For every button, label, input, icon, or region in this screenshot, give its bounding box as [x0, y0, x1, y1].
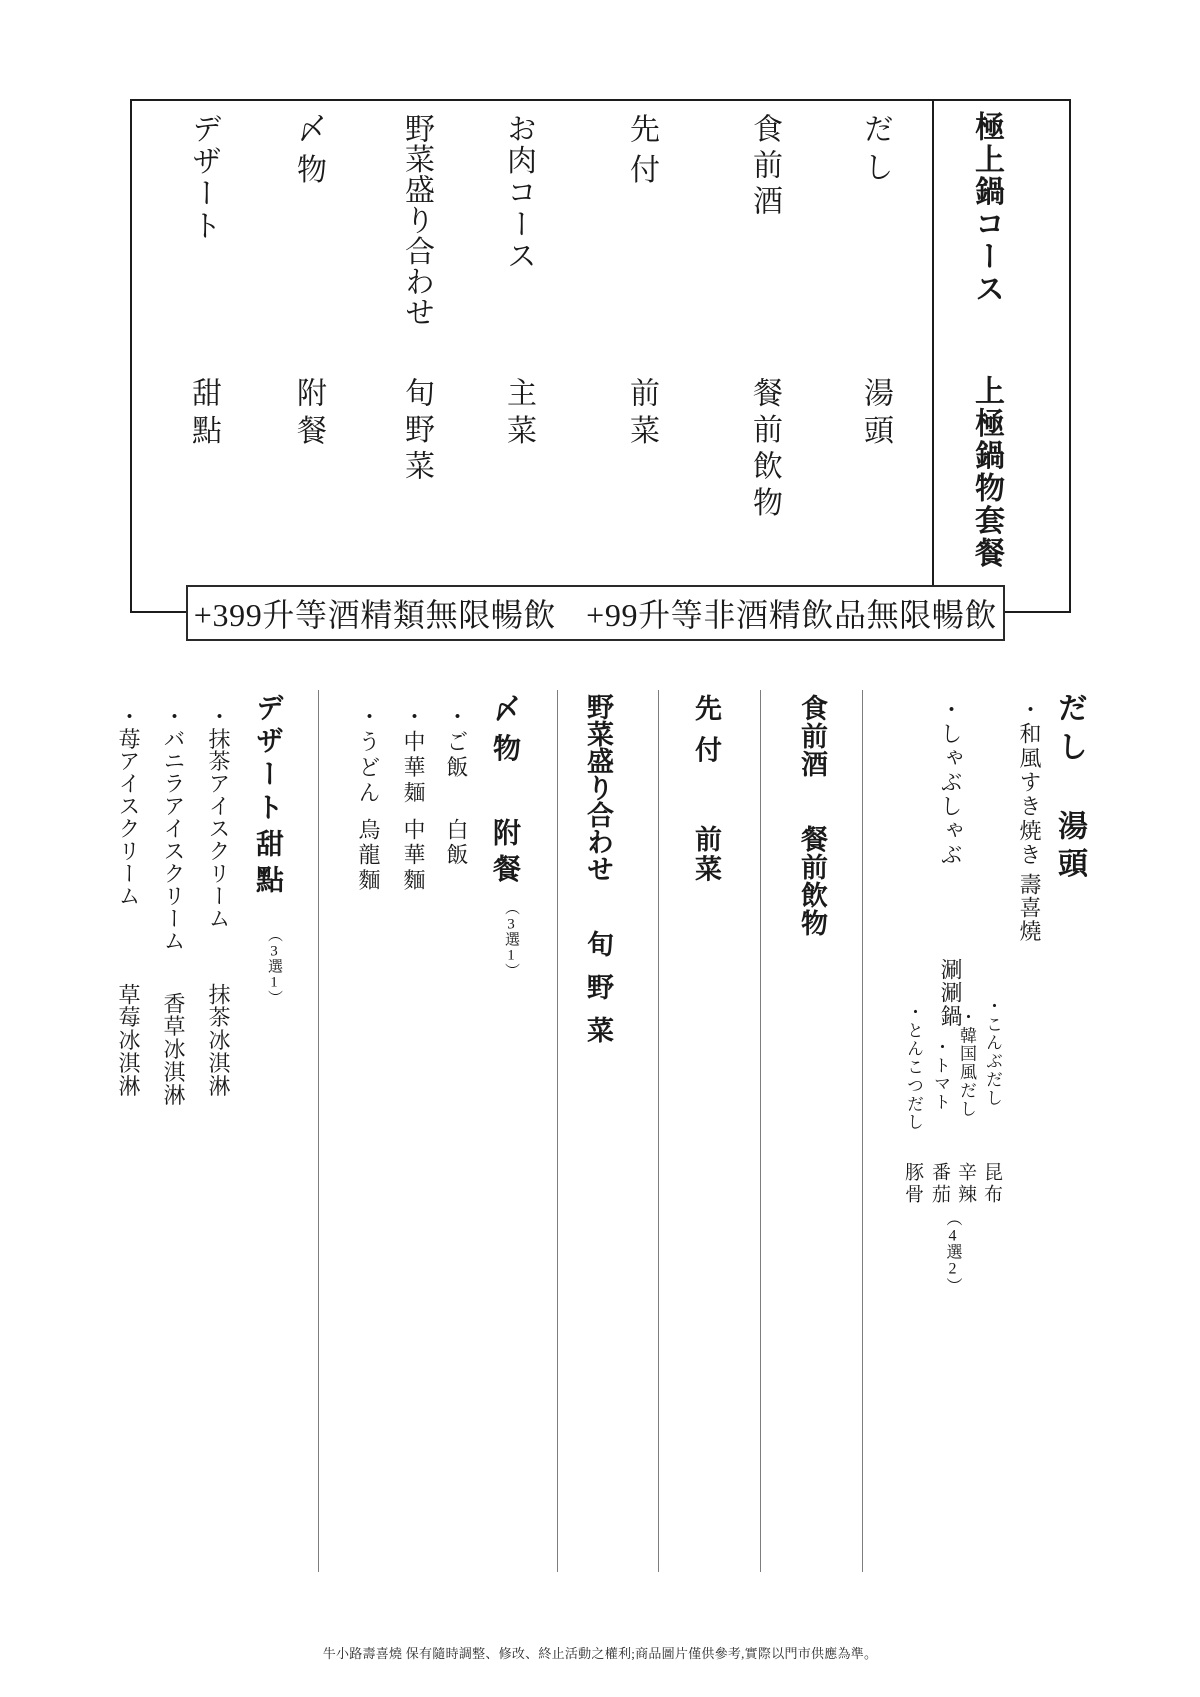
step-label-cn: 甜點: [187, 377, 220, 452]
section-header-cn: 附餐: [489, 818, 520, 890]
item-chuka-men: [400, 705, 426, 894]
step-label-jp: 先付: [625, 113, 658, 194]
footer-disclaimer: 牛小路壽喜燒 保有隨時調整、修改、終止活動之權利;商品圖片僅供參考,實際以門市供應為準。: [322, 1646, 878, 1661]
title-divider-line: [932, 101, 934, 611]
broth-option-korean: [955, 1008, 976, 1206]
course-title-jp: 極上鍋コース: [970, 111, 1003, 306]
section-header-cn: 湯頭: [1053, 810, 1086, 885]
course-overview-box: [130, 99, 1071, 613]
banner-softdrink-option: +99升等非酒精飲品無限暢飲: [586, 597, 998, 633]
item-label-jp: ・ご飯: [444, 705, 469, 781]
step-label-jp: デザート: [187, 113, 220, 243]
option-label-jp: ・韓国風だし: [957, 1008, 976, 1119]
item-label-cn: 壽喜燒: [1017, 873, 1042, 943]
section-divider-line: [862, 690, 863, 1572]
item-shabu-shabu: [937, 698, 963, 1028]
course-step-aperitif: [747, 113, 781, 524]
option-label-cn: 辛辣: [955, 1162, 976, 1206]
section-divider-line: [318, 690, 319, 1572]
option-label-cn: 豚骨: [902, 1162, 923, 1206]
item-label-cn: 抹茶冰淇淋: [206, 983, 231, 1098]
course-step-dessert: [186, 113, 220, 452]
section-divider-line: [658, 690, 659, 1572]
section-appetizer-header: [690, 694, 721, 885]
section-header-jp: 先付: [691, 694, 721, 778]
item-vanilla-ice-cream: [160, 705, 186, 1107]
section-header-cn: 前菜: [691, 825, 721, 885]
option-label-jp: ・こんぶだし: [983, 997, 1002, 1108]
item-wafu-sukiyaki: [1016, 698, 1042, 943]
course-title-cn: 上極鍋物套餐: [970, 375, 1003, 570]
course-step-dashi: [858, 113, 892, 452]
banner-alcohol-option: +399升等酒精類無限暢飲: [193, 597, 557, 633]
course-step-appetizer: [624, 113, 658, 452]
section-aperitif-header: [796, 694, 827, 938]
item-label-cn: 香草冰淇淋: [161, 992, 186, 1107]
item-label-cn: 草莓冰淇淋: [116, 983, 141, 1098]
step-label-jp: 食前酒: [748, 113, 781, 221]
item-label-jp: ・しゃぶしゃぶ: [938, 698, 963, 868]
section-header-cn: 餐前飲物: [797, 825, 827, 938]
course-step-meat: [501, 113, 535, 452]
step-label-jp: 〆物: [292, 113, 325, 194]
item-label-cn: 烏龍麵: [356, 818, 381, 894]
section-header-jp: だし: [1053, 692, 1086, 770]
section-divider-line: [557, 690, 558, 1572]
section-header-cn: 旬野菜: [583, 930, 613, 1060]
section-dessert-header: [251, 693, 283, 1007]
step-label-cn: 餐前飲物: [748, 377, 781, 524]
item-strawberry-ice-cream: [115, 705, 141, 1098]
step-label-jp: だし: [859, 113, 892, 190]
item-label-cn: 中華麵: [401, 818, 426, 894]
item-matcha-ice-cream: [205, 705, 231, 1098]
option-label-jp: ・トマト: [931, 1038, 950, 1112]
section-divider-line: [760, 690, 761, 1572]
option-label-cn: 番茄: [929, 1162, 950, 1206]
course-step-shime: [291, 113, 325, 452]
section-vegetables-header: [582, 693, 613, 1060]
item-label-cn: 涮涮鍋: [938, 958, 963, 1028]
drink-upgrade-banner: [186, 585, 1005, 641]
item-label-jp: ・バニラアイスクリーム: [161, 705, 186, 952]
item-label-jp: ・中華麺: [401, 705, 426, 807]
item-label-jp: ・抹茶アイスクリーム: [206, 705, 231, 930]
note-4-choose-2: （4選2）: [944, 1210, 961, 1295]
section-dashi-header: [1052, 692, 1086, 885]
step-label-cn: 附餐: [292, 377, 325, 452]
step-label-jp: 野菜盛り合わせ: [400, 113, 433, 328]
option-label-cn: 昆布: [981, 1162, 1002, 1206]
section-header-jp: 〆物: [489, 694, 520, 773]
course-step-vegetables: [399, 113, 433, 487]
step-label-cn: 前菜: [625, 377, 658, 452]
item-label-jp: ・苺アイスクリーム: [116, 705, 141, 907]
section-header-jp: 野菜盛り合わせ: [583, 693, 613, 882]
section-header-cn: 甜點: [252, 829, 283, 901]
step-label-jp: お肉コース: [502, 113, 535, 272]
step-label-cn: 旬野菜: [400, 377, 433, 487]
item-label-cn: 白飯: [444, 818, 469, 869]
note-3-choose-1-dessert: （3選1）: [266, 927, 282, 1007]
item-udon: [355, 705, 381, 894]
note-3-choose-1-shime: （3選1）: [503, 900, 519, 980]
item-label-jp: ・和風すき焼き: [1017, 698, 1042, 868]
item-rice: [443, 705, 469, 869]
broth-option-konbu: [981, 997, 1002, 1206]
option-label-jp: ・とんこつだし: [904, 1003, 923, 1132]
course-title: [969, 111, 1003, 570]
section-shime-header: [488, 694, 520, 980]
item-label-jp: ・うどん: [356, 705, 381, 807]
step-label-cn: 湯頭: [859, 377, 892, 452]
broth-option-tonkotsu: [902, 1003, 923, 1206]
step-label-cn: 主菜: [502, 377, 535, 452]
section-header-jp: デザート: [252, 693, 283, 826]
section-header-jp: 食前酒: [797, 694, 827, 779]
broth-option-tomato: [929, 1038, 950, 1206]
